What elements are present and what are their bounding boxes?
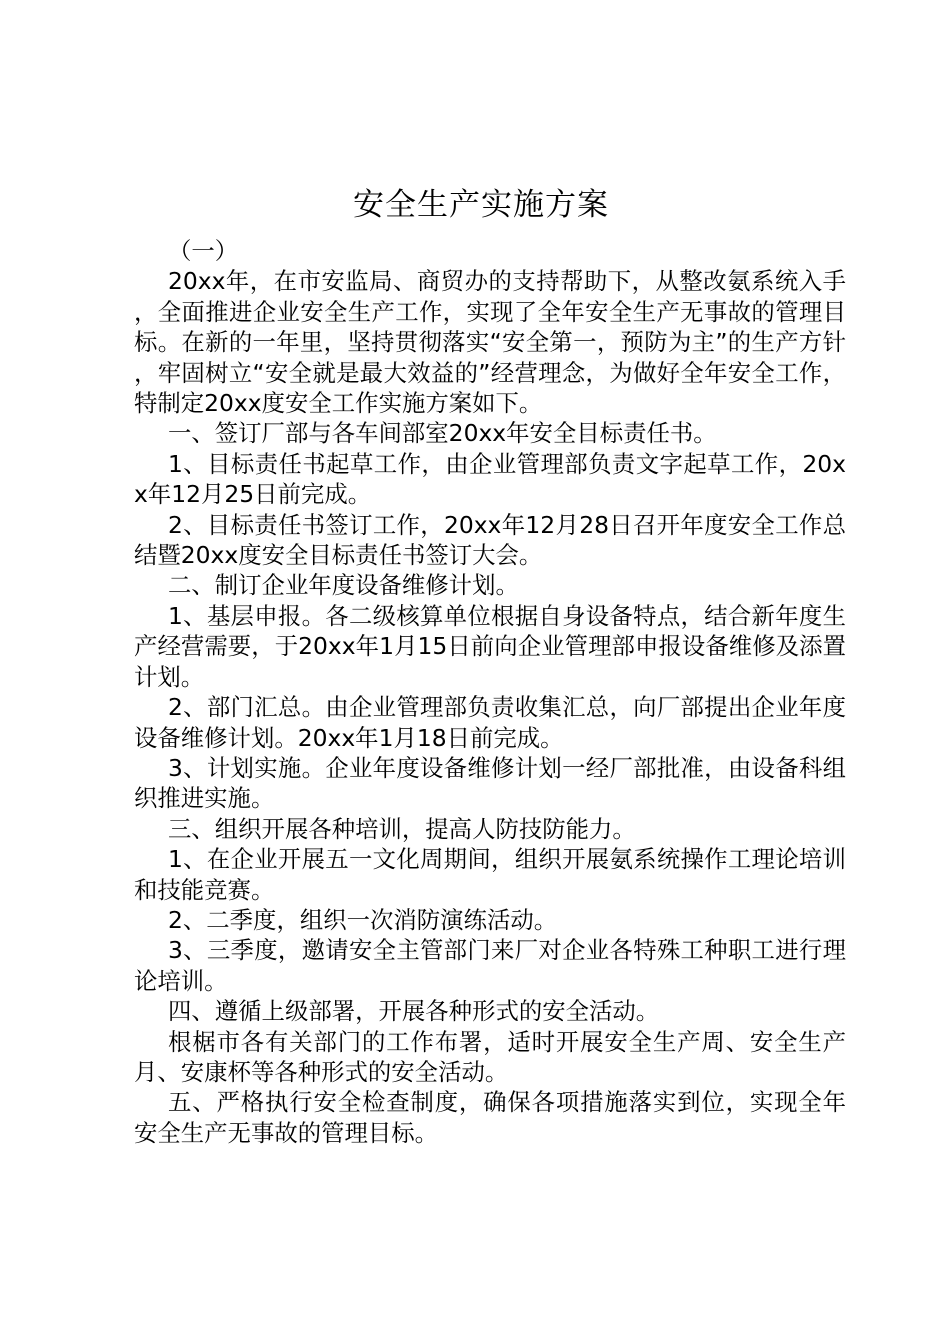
item-2-2: 2、部门汇总。由企业管理部负责收集汇总，向厂部提出企业年度设备维修计划。20xx年1月18日前完成。 — [134, 693, 846, 752]
section-label: （一） — [168, 237, 239, 265]
item-2-3: 3、计划实施。企业年度设备维修计划一经厂部批准，由设备科组织推进实施。 — [134, 753, 846, 813]
intro-paragraph: 20xx年，在市安监局、商贸办的支持帮助下，从整改氨系统入手，全面推进企业安全生产工作，实现了全年安全生产无事故的管理目标。在新的一年里，坚持贯彻落实“安全第一，预防为主”的生产方针，牢固树立“安全就是最大效益的”经营理念，为做好全年安全工作，特制定20xx度安全工作实施方案如下。 — [134, 267, 846, 418]
item-1-2: 2、目标责任书签订工作，20xx年12月28日召开年度安全工作总结暨20xx度安全目标责任书签订大会。 — [134, 510, 846, 570]
heading-1: 一、签订厂部与各车间部室20xx年安全目标责任书。 — [168, 419, 717, 448]
item-2-1: 1、基层申报。各二级核算单位根据自身设备特点，结合新年度生产经营需要，于20xx年1月15日前向企业管理部申报设备维修及添置计划。 — [134, 601, 846, 691]
item-1-1: 1、目标责任书起草工作，由企业管理部负责文字起草工作，20xx年12月25日前完成。 — [134, 449, 846, 509]
heading-2: 二、制订企业年度设备维修计划。 — [168, 571, 519, 600]
document-body — [134, 236, 846, 1148]
item-3-2: 2、二季度，组织一次消防演练活动。 — [168, 905, 558, 934]
heading-5: 五、严格执行安全检查制度，确保各项措施落实到位，实现全年安全生产无事故的管理目标。 — [134, 1088, 846, 1147]
heading-3: 三、组织开展各种培训，提高人防技防能力。 — [168, 814, 636, 843]
heading-4: 四、遵循上级部署，开展各种形式的安全活动。 — [168, 997, 660, 1026]
item-4-text: 根椐市各有关部门的工作布署，适时开展安全生产周、安全生产月、安康杯等各种形式的安全活动。 — [134, 1027, 846, 1086]
document-title: 安全生产实施方案 — [353, 187, 609, 223]
item-3-1: 1、在企业开展五一文化周期间，组织开展氨系统操作工理论培训和技能竞赛。 — [134, 845, 846, 904]
item-3-3: 3、三季度，邀请安全主管部门来厂对企业各特殊工种职工进行理论培训。 — [134, 936, 846, 995]
